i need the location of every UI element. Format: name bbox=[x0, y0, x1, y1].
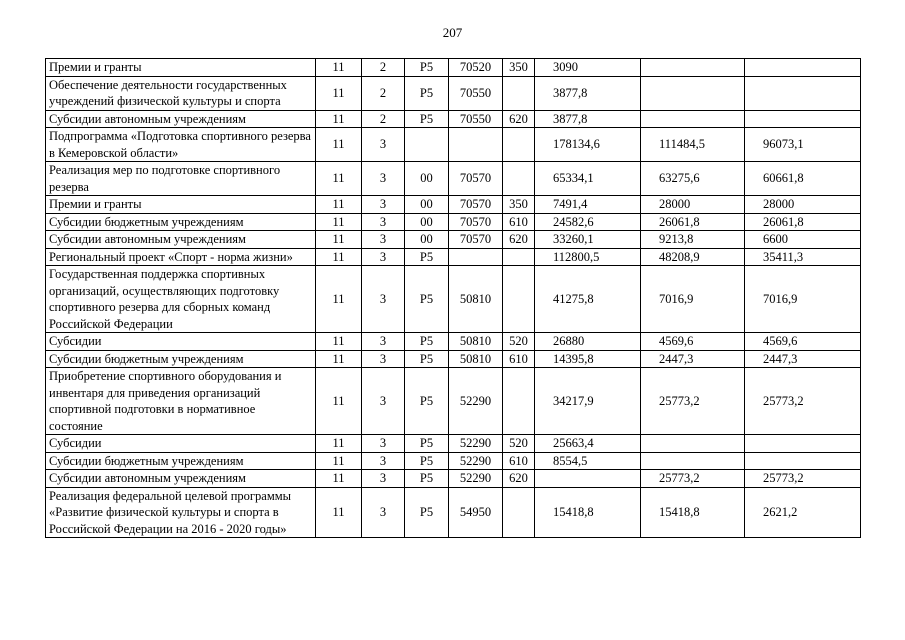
amount-year3-cell bbox=[745, 452, 861, 470]
expense-type-cell: 350 bbox=[503, 59, 535, 77]
direction-code-cell: 70570 bbox=[449, 162, 503, 196]
amount-year3-cell: 35411,3 bbox=[745, 248, 861, 266]
amount-year1-cell: 3090 bbox=[535, 59, 641, 77]
amount-year2-cell bbox=[641, 110, 745, 128]
direction-code-cell: 70520 bbox=[449, 59, 503, 77]
amount-year2-cell bbox=[641, 452, 745, 470]
amount-year1-cell: 25663,4 bbox=[535, 435, 641, 453]
direction-code-cell bbox=[449, 248, 503, 266]
direction-code-cell: 52290 bbox=[449, 368, 503, 435]
direction-code-cell: 70550 bbox=[449, 76, 503, 110]
amount-year2-cell bbox=[641, 435, 745, 453]
direction-code-cell: 52290 bbox=[449, 470, 503, 488]
expense-type-cell bbox=[503, 266, 535, 333]
table-row bbox=[46, 128, 861, 162]
program-code-cell: Р5 bbox=[405, 110, 449, 128]
expense-type-cell: 610 bbox=[503, 213, 535, 231]
subsection-code-cell: 3 bbox=[362, 435, 405, 453]
section-code-cell: 11 bbox=[316, 266, 362, 333]
subsection-code-cell: 3 bbox=[362, 470, 405, 488]
amount-year1-cell: 14395,8 bbox=[535, 350, 641, 368]
table-row bbox=[46, 266, 861, 333]
table-row bbox=[46, 76, 861, 110]
subsection-code-cell: 2 bbox=[362, 110, 405, 128]
direction-code-cell: 70550 bbox=[449, 110, 503, 128]
expense-type-cell bbox=[503, 76, 535, 110]
amount-year1-cell: 26880 bbox=[535, 333, 641, 351]
amount-year1-cell: 65334,1 bbox=[535, 162, 641, 196]
subsection-code-cell: 3 bbox=[362, 487, 405, 538]
program-code-cell: Р5 bbox=[405, 350, 449, 368]
subsection-code-cell: 3 bbox=[362, 350, 405, 368]
section-code-cell: 11 bbox=[316, 231, 362, 249]
subsection-code-cell: 3 bbox=[362, 213, 405, 231]
amount-year3-cell bbox=[745, 76, 861, 110]
amount-year2-cell: 7016,9 bbox=[641, 266, 745, 333]
subsection-code-cell: 3 bbox=[362, 266, 405, 333]
amount-year1-cell bbox=[535, 470, 641, 488]
program-code-cell: Р5 bbox=[405, 266, 449, 333]
amount-year2-cell: 9213,8 bbox=[641, 231, 745, 249]
program-code-cell: 00 bbox=[405, 196, 449, 214]
section-code-cell: 11 bbox=[316, 350, 362, 368]
direction-code-cell: 50810 bbox=[449, 350, 503, 368]
expense-type-cell bbox=[503, 248, 535, 266]
amount-year1-cell: 41275,8 bbox=[535, 266, 641, 333]
program-code-cell: Р5 bbox=[405, 76, 449, 110]
row-name-cell: Субсидии бюджетным учреждениям bbox=[46, 452, 316, 470]
subsection-code-cell: 3 bbox=[362, 333, 405, 351]
program-code-cell: 00 bbox=[405, 162, 449, 196]
table-body bbox=[46, 59, 861, 538]
direction-code-cell: 70570 bbox=[449, 231, 503, 249]
page-number: 207 bbox=[442, 25, 463, 40]
direction-code-cell: 50810 bbox=[449, 266, 503, 333]
section-code-cell: 11 bbox=[316, 128, 362, 162]
program-code-cell bbox=[405, 128, 449, 162]
amount-year3-cell: 6600 bbox=[745, 231, 861, 249]
expense-type-cell bbox=[503, 162, 535, 196]
subsection-code-cell: 3 bbox=[362, 248, 405, 266]
expense-type-cell: 610 bbox=[503, 350, 535, 368]
expense-type-cell: 620 bbox=[503, 470, 535, 488]
table-row bbox=[46, 59, 861, 77]
row-name-cell: Субсидии автономным учреждениям bbox=[46, 231, 316, 249]
section-code-cell: 11 bbox=[316, 368, 362, 435]
amount-year1-cell: 8554,5 bbox=[535, 452, 641, 470]
table-row bbox=[46, 248, 861, 266]
amount-year3-cell: 28000 bbox=[745, 196, 861, 214]
section-code-cell: 11 bbox=[316, 435, 362, 453]
amount-year2-cell bbox=[641, 76, 745, 110]
table-row bbox=[46, 213, 861, 231]
row-name-cell: Обеспечение деятельности государственных учреждений физической культуры и спорта bbox=[46, 76, 316, 110]
direction-code-cell: 52290 bbox=[449, 452, 503, 470]
amount-year2-cell: 48208,9 bbox=[641, 248, 745, 266]
section-code-cell: 11 bbox=[316, 470, 362, 488]
row-name-cell: Премии и гранты bbox=[46, 59, 316, 77]
program-code-cell: Р5 bbox=[405, 248, 449, 266]
amount-year1-cell: 15418,8 bbox=[535, 487, 641, 538]
row-name-cell: Региональный проект «Спорт - норма жизни» bbox=[46, 248, 316, 266]
row-name-cell: Государственная поддержка спортивных организаций, осуществляющих подготовку спортивного резерва для сборных команд Российской Федерации bbox=[46, 266, 316, 333]
expense-type-cell: 610 bbox=[503, 452, 535, 470]
table-row bbox=[46, 333, 861, 351]
expense-type-cell: 350 bbox=[503, 196, 535, 214]
expense-type-cell bbox=[503, 128, 535, 162]
amount-year2-cell: 25773,2 bbox=[641, 470, 745, 488]
section-code-cell: 11 bbox=[316, 110, 362, 128]
subsection-code-cell: 3 bbox=[362, 231, 405, 249]
table-row bbox=[46, 452, 861, 470]
amount-year2-cell: 25773,2 bbox=[641, 368, 745, 435]
row-name-cell: Приобретение спортивного оборудования и инвентаря для приведения организаций спортивной подготовки в нормативное состояние bbox=[46, 368, 316, 435]
expense-type-cell: 620 bbox=[503, 110, 535, 128]
amount-year2-cell: 111484,5 bbox=[641, 128, 745, 162]
amount-year1-cell: 3877,8 bbox=[535, 76, 641, 110]
row-name-cell: Реализация мер по подготовке спортивного резерва bbox=[46, 162, 316, 196]
amount-year3-cell: 96073,1 bbox=[745, 128, 861, 162]
amount-year3-cell bbox=[745, 110, 861, 128]
amount-year1-cell: 7491,4 bbox=[535, 196, 641, 214]
expense-type-cell: 520 bbox=[503, 333, 535, 351]
amount-year2-cell: 15418,8 bbox=[641, 487, 745, 538]
amount-year3-cell: 2621,2 bbox=[745, 487, 861, 538]
table-row bbox=[46, 350, 861, 368]
program-code-cell: Р5 bbox=[405, 452, 449, 470]
amount-year3-cell: 60661,8 bbox=[745, 162, 861, 196]
subsection-code-cell: 3 bbox=[362, 196, 405, 214]
row-name-cell: Премии и гранты bbox=[46, 196, 316, 214]
program-code-cell: Р5 bbox=[405, 435, 449, 453]
program-code-cell: Р5 bbox=[405, 470, 449, 488]
expense-type-cell bbox=[503, 368, 535, 435]
amount-year1-cell: 178134,6 bbox=[535, 128, 641, 162]
amount-year1-cell: 112800,5 bbox=[535, 248, 641, 266]
amount-year2-cell bbox=[641, 59, 745, 77]
section-code-cell: 11 bbox=[316, 213, 362, 231]
amount-year3-cell: 7016,9 bbox=[745, 266, 861, 333]
expense-type-cell bbox=[503, 487, 535, 538]
table-row bbox=[46, 470, 861, 488]
amount-year3-cell: 25773,2 bbox=[745, 470, 861, 488]
direction-code-cell: 70570 bbox=[449, 196, 503, 214]
amount-year1-cell: 34217,9 bbox=[535, 368, 641, 435]
amount-year2-cell: 4569,6 bbox=[641, 333, 745, 351]
row-name-cell: Субсидии bbox=[46, 435, 316, 453]
row-name-cell: Субсидии бюджетным учреждениям bbox=[46, 213, 316, 231]
amount-year3-cell bbox=[745, 435, 861, 453]
program-code-cell: Р5 bbox=[405, 333, 449, 351]
program-code-cell: Р5 bbox=[405, 487, 449, 538]
direction-code-cell bbox=[449, 128, 503, 162]
amount-year2-cell: 63275,6 bbox=[641, 162, 745, 196]
table-row bbox=[46, 110, 861, 128]
amount-year3-cell: 26061,8 bbox=[745, 213, 861, 231]
section-code-cell: 11 bbox=[316, 333, 362, 351]
row-name-cell: Реализация федеральной целевой программы «Развитие физической культуры и спорта в Российской Федерации на 2016 - 2020 годы» bbox=[46, 487, 316, 538]
section-code-cell: 11 bbox=[316, 196, 362, 214]
program-code-cell: 00 bbox=[405, 213, 449, 231]
row-name-cell: Субсидии автономным учреждениям bbox=[46, 470, 316, 488]
amount-year2-cell: 26061,8 bbox=[641, 213, 745, 231]
section-code-cell: 11 bbox=[316, 487, 362, 538]
amount-year3-cell: 25773,2 bbox=[745, 368, 861, 435]
subsection-code-cell: 3 bbox=[362, 452, 405, 470]
table-row bbox=[46, 368, 861, 435]
section-code-cell: 11 bbox=[316, 76, 362, 110]
table-row bbox=[46, 435, 861, 453]
section-code-cell: 11 bbox=[316, 162, 362, 196]
table-row bbox=[46, 162, 861, 196]
amount-year3-cell: 4569,6 bbox=[745, 333, 861, 351]
expense-type-cell: 620 bbox=[503, 231, 535, 249]
program-code-cell: Р5 bbox=[405, 368, 449, 435]
amount-year2-cell: 2447,3 bbox=[641, 350, 745, 368]
subsection-code-cell: 2 bbox=[362, 59, 405, 77]
amount-year1-cell: 33260,1 bbox=[535, 231, 641, 249]
subsection-code-cell: 3 bbox=[362, 162, 405, 196]
subsection-code-cell: 3 bbox=[362, 128, 405, 162]
section-code-cell: 11 bbox=[316, 59, 362, 77]
row-name-cell: Субсидии bbox=[46, 333, 316, 351]
budget-table bbox=[45, 58, 861, 538]
direction-code-cell: 52290 bbox=[449, 435, 503, 453]
expense-type-cell: 520 bbox=[503, 435, 535, 453]
subsection-code-cell: 2 bbox=[362, 76, 405, 110]
amount-year3-cell bbox=[745, 59, 861, 77]
section-code-cell: 11 bbox=[316, 248, 362, 266]
amount-year3-cell: 2447,3 bbox=[745, 350, 861, 368]
row-name-cell: Субсидии бюджетным учреждениям bbox=[46, 350, 316, 368]
direction-code-cell: 70570 bbox=[449, 213, 503, 231]
amount-year2-cell: 28000 bbox=[641, 196, 745, 214]
amount-year1-cell: 24582,6 bbox=[535, 213, 641, 231]
row-name-cell: Субсидии автономным учреждениям bbox=[46, 110, 316, 128]
subsection-code-cell: 3 bbox=[362, 368, 405, 435]
program-code-cell: Р5 bbox=[405, 59, 449, 77]
table-row bbox=[46, 487, 861, 538]
section-code-cell: 11 bbox=[316, 452, 362, 470]
table-row bbox=[46, 231, 861, 249]
table-row bbox=[46, 196, 861, 214]
direction-code-cell: 54950 bbox=[449, 487, 503, 538]
direction-code-cell: 50810 bbox=[449, 333, 503, 351]
program-code-cell: 00 bbox=[405, 231, 449, 249]
amount-year1-cell: 3877,8 bbox=[535, 110, 641, 128]
row-name-cell: Подпрограмма «Подготовка спортивного резерва в Кемеровской области» bbox=[46, 128, 316, 162]
